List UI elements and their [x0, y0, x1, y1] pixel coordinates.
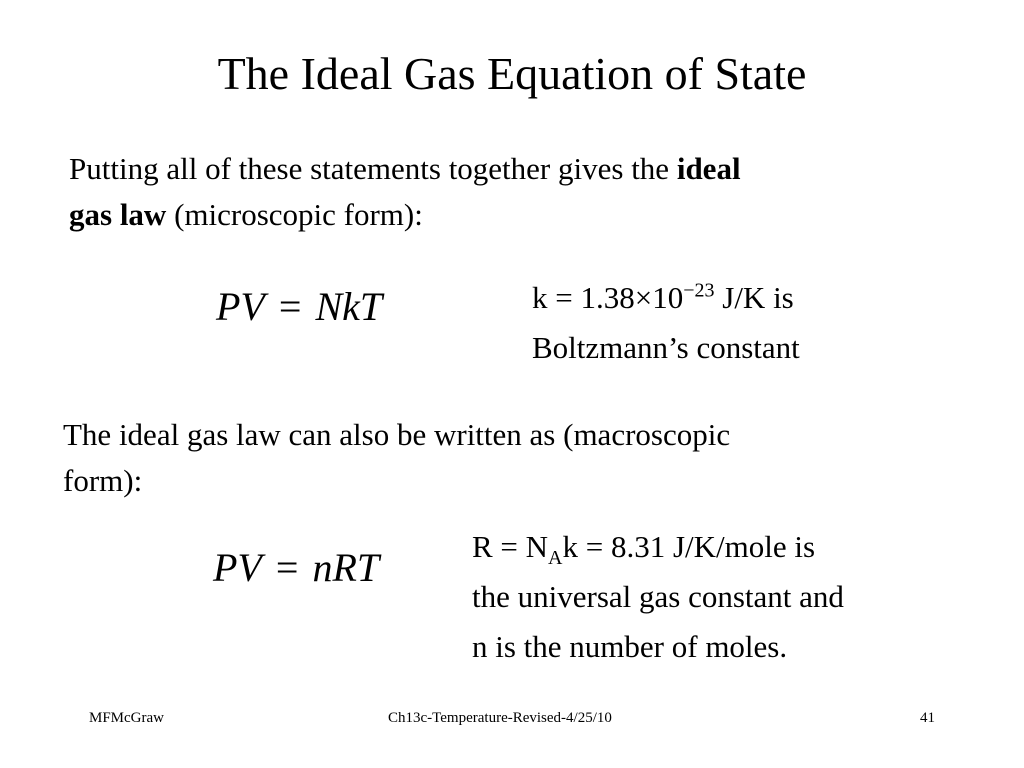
macro-paragraph [63, 412, 730, 504]
gas-constant-note [472, 522, 844, 672]
eq1-rhs: NkT [315, 284, 383, 329]
equation-microscopic [216, 282, 382, 332]
boltzmann-line-2: Boltzmann’s constant [532, 330, 800, 365]
intro-line-1 [69, 146, 741, 192]
gas-constant-line-2: the universal gas constant and [472, 579, 844, 614]
gas-constant-subscript: A [548, 547, 563, 570]
footer-filename: Ch13c-Temperature-Revised-4/25/10 [388, 710, 612, 726]
macro-line-1: The ideal gas law can also be written as (macroscopic [63, 417, 731, 452]
boltzmann-exponent: −23 [683, 279, 715, 302]
intro-paragraph [69, 146, 741, 238]
footer-author: MFMcGraw [89, 710, 164, 726]
eq2-equals: = [275, 545, 299, 590]
gas-constant-prefix: R = N [472, 529, 549, 564]
intro-bold-1: ideal [676, 151, 741, 186]
boltzmann-suffix: J/K is [714, 280, 794, 315]
boltzmann-prefix: k = 1.38×10 [532, 280, 684, 315]
boltzmann-line-1 [532, 273, 800, 323]
gas-constant-suffix: k = 8.31 J/K/mole is [562, 529, 816, 564]
intro-line-2 [69, 192, 741, 238]
slide-title: The Ideal Gas Equation of State [217, 48, 807, 99]
gas-constant-line-1 [472, 522, 844, 572]
gas-constant-line-3: n is the number of moles. [472, 629, 788, 664]
eq1-lhs: PV [216, 284, 265, 329]
eq2-rhs: nRT [312, 545, 380, 590]
intro-bold-2: gas law [69, 197, 167, 232]
intro-text-2: (microscopic form): [166, 197, 423, 232]
equation-macroscopic [213, 543, 379, 593]
eq1-equals: = [278, 284, 302, 329]
footer-page-number: 41 [920, 710, 935, 726]
eq2-lhs: PV [213, 545, 262, 590]
boltzmann-note [532, 273, 800, 373]
macro-line-2: form): [63, 463, 143, 498]
intro-text: Putting all of these statements together gives the [69, 151, 677, 186]
